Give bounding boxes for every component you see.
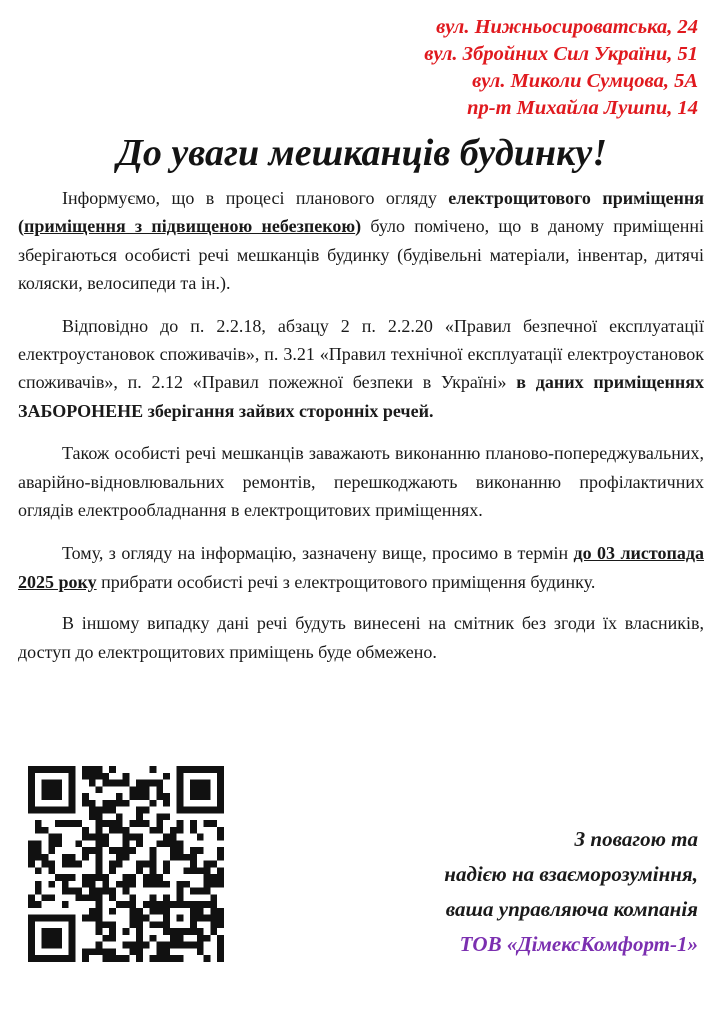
text-span: Інформуємо, що в процесі планового огляду [62, 188, 449, 208]
text-span: було помічено, що в даному приміщенні зберігаються особисті речі мешканців будинку (будівельні матеріали, інвентар, дитячі коляски, велосипеди та ін.). [18, 216, 705, 294]
bold-text: в даних приміщеннях ЗАБОРОНЕНЕ зберігання зайвих сторонніх речей. [18, 372, 705, 421]
text-span: Відповідно до п. 2.2.18, абзацу 2 п. 2.2.20 «Правил безпечної експлуатації електроустановок споживачів», п. 3.21 «Правил технічної експлуатації електроустановок споживачів», п. 2.12 «Правил пожежної безпеки в Україні» [18, 315, 704, 393]
paragraph-inspection [18, 184, 704, 298]
text-span: В іншому випадку дані речі будуть винесені на смітник без згоди їх власників, доступ до електрощитових приміщень буде обмежено. [18, 613, 704, 662]
company-name: ТОВ «ДімексКомфорт-1» [459, 932, 698, 956]
signature-block [444, 822, 698, 962]
address-line: вул. Збройних Сил України, 51 [424, 43, 698, 65]
deadline-date: до 03 листопада 2025 року [18, 543, 704, 592]
address-line: пр-т Михайла Лушпи, 14 [467, 97, 698, 119]
paragraph-deadline [18, 539, 704, 596]
text-span: Також особисті речі мешканців заважають виконанню планово-попереджувальних, аварійно-відновлювальних ремонтів, перешкоджають виконанню профілактичних оглядів електрообладнання в електрощитових приміщеннях. [18, 443, 704, 521]
notice-title: До уваги мешканців будинку! [116, 132, 608, 174]
bold-text: ) [355, 216, 362, 237]
address-line: вул. Миколи Сумцова, 5А [472, 70, 698, 92]
paragraph-regulations [18, 312, 704, 426]
text-span: Тому, з огляду на інформацію, зазначену вище, просимо в термін [62, 543, 574, 564]
text-span: прибрати особисті речі з електрощитового приміщення будинку. [96, 571, 596, 592]
signature-line: ваша управляюча компанія [445, 897, 698, 921]
paragraph-consequences [18, 609, 704, 666]
paragraph-maintenance [18, 439, 704, 524]
bold-underlined-text: приміщення з підвищеною небезпекою [24, 216, 356, 237]
notice-body [18, 184, 704, 666]
address-line: вул. Нижньосироватська, 24 [436, 16, 698, 38]
address-list [424, 14, 698, 122]
signature-line: З повагою та [574, 827, 698, 851]
bold-text: електрощитового приміщення ( [18, 188, 705, 237]
qr-code[interactable] [28, 766, 224, 962]
signature-line: надією на взаєморозуміння, [444, 862, 698, 886]
